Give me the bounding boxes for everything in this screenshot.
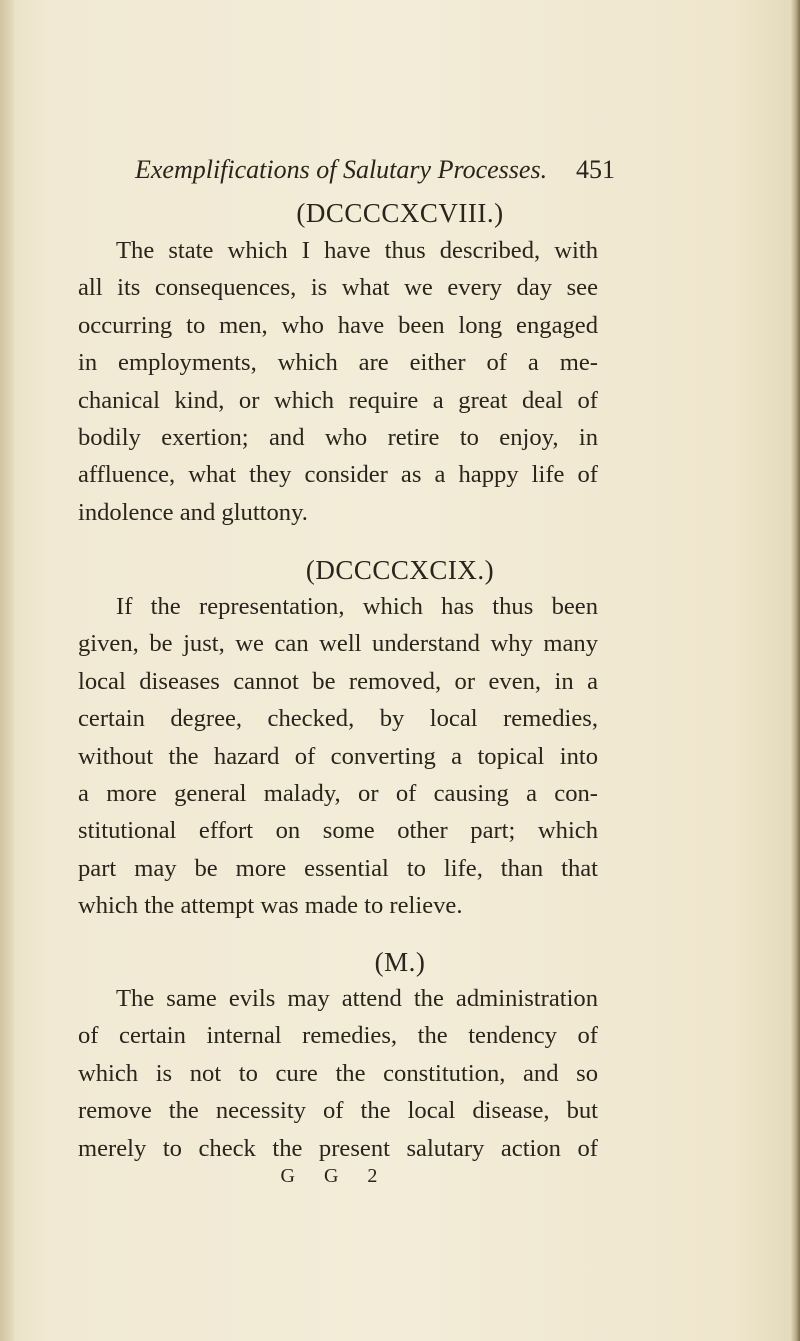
text-line: local diseases cannot be removed, or even, in a (78, 667, 598, 695)
section-heading: (M.) (374, 947, 426, 977)
paragraph (78, 232, 598, 531)
text-line: affluence, what they consider as a happy life of (78, 461, 598, 489)
text-line: remove the necessity of the local disease, but (78, 1097, 598, 1125)
section-heading: (DCCCCXCVIII.) (296, 198, 504, 228)
page-number: 451 (576, 155, 615, 184)
text-line: occurring to men, who have been long engaged (78, 311, 598, 339)
running-head (135, 155, 615, 185)
text-line: without the hazard of converting a topical into (78, 742, 598, 770)
signature-mark: G G 2 (280, 1165, 390, 1187)
text-line: indolence and gluttony. (78, 498, 308, 526)
running-head-title: Exemplifications of Salutary Processes. (135, 155, 548, 184)
paragraph (78, 588, 598, 925)
paragraph (78, 980, 598, 1167)
text-line: all its consequences, is what we every day see (78, 274, 598, 302)
section-heading: (DCCCCXCIX.) (305, 555, 495, 585)
text-line: certain degree, checked, by local remedies, (78, 705, 598, 733)
text-line: part may be more essential to life, than that (78, 854, 598, 882)
text-line: merely to check the present salutary action of (78, 1134, 598, 1162)
text-line: bodily exertion; and who retire to enjoy, in (78, 424, 598, 452)
text-line: stitutional effort on some other part; which (78, 817, 598, 845)
text-line: a more general malady, or of causing a con- (78, 780, 598, 808)
text-line: The state which I have thus described, with (116, 237, 598, 264)
text-line: chanical kind, or which require a great deal of (78, 386, 598, 414)
text-line: which the attempt was made to relieve. (78, 892, 463, 920)
text-line: given, be just, we can well understand why many (78, 630, 598, 658)
text-line: in employments, which are either of a me- (78, 349, 598, 377)
text-line: which is not to cure the constitution, and so (78, 1059, 598, 1087)
text-line: If the representation, which has thus been (116, 593, 598, 620)
text-line: of certain internal remedies, the tendency of (78, 1022, 598, 1050)
text-line: The same evils may attend the administration (116, 985, 598, 1012)
